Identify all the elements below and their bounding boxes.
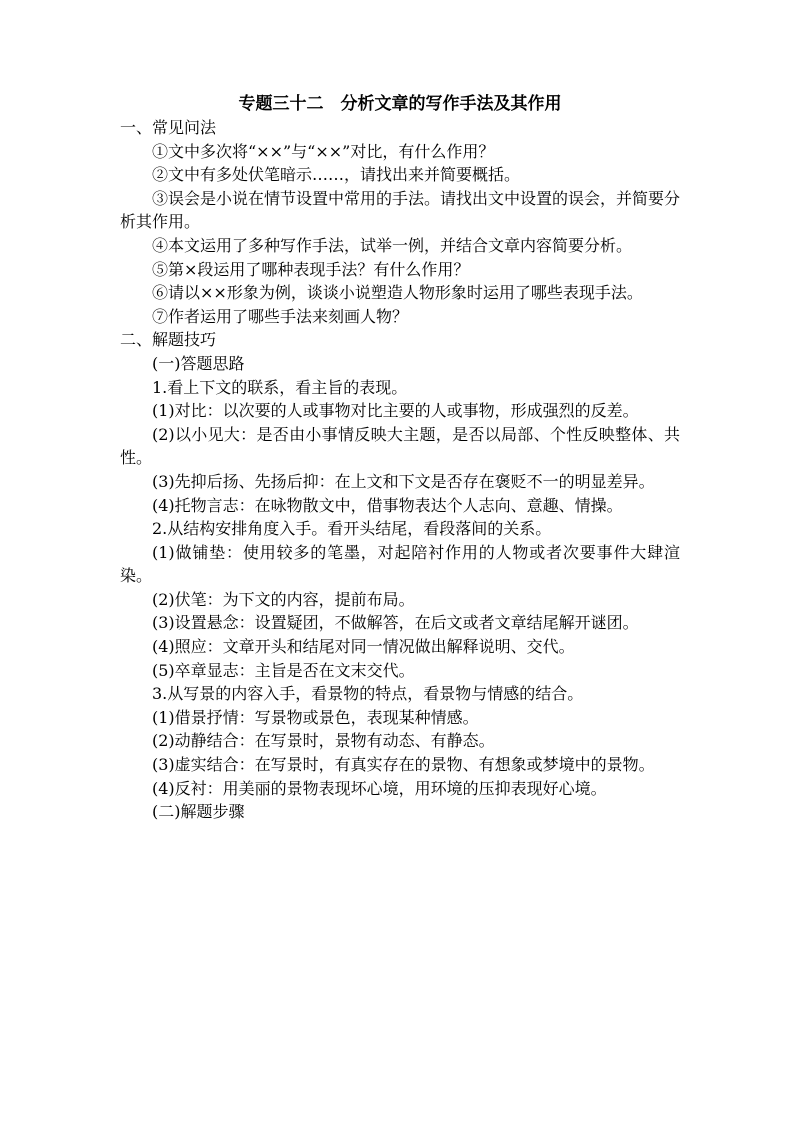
point-item: (2)以小见大：是否由小事情反映大主题，是否以局部、个性反映整体、共性。: [120, 424, 680, 468]
point-title: 2.从结构安排角度入手。看开头结尾，看段落间的关系。: [152, 519, 552, 539]
point-item: (4)托物言志：在咏物散文中，借事物表达个人志向、意趣、情操。: [152, 495, 623, 515]
question-item: ⑥请以××形象为例，谈谈小说塑造人物形象时运用了哪些表现手法。: [152, 283, 643, 303]
point-item: (4)照应：文章开头和结尾对同一情况做出解释说明、交代。: [152, 637, 575, 657]
subsection-heading: (二)解题步骤: [152, 802, 245, 822]
point-title: 1.看上下文的联系，看主旨的表现。: [152, 377, 408, 397]
point-item: (3)先抑后扬、先扬后抑：在上文和下文是否存在褒贬不一的明显差异。: [152, 471, 655, 491]
section-heading: 二、解题技巧: [120, 330, 217, 350]
subsection-heading: (一)答题思路: [152, 353, 245, 373]
question-item: ⑤第×段运用了哪种表现手法？有什么作用？: [152, 259, 470, 279]
point-item: (1)借景抒情：写景物或景色，表现某种情感。: [152, 707, 479, 727]
question-item: ②文中有多处伏笔暗示……，请找出来并简要概括。: [152, 165, 521, 185]
point-item: (4)反衬：用美丽的景物表现坏心境，用环境的压抑表现好心境。: [152, 778, 607, 798]
question-item: ④本文运用了多种写作手法，试举一例，并结合文章内容简要分析。: [152, 235, 633, 255]
point-item: (1)对比：以次要的人或事物对比主要的人或事物，形成强烈的反差。: [152, 401, 639, 421]
point-item: (3)虚实结合：在写景时，有真实存在的景物、有想象或梦境中的景物。: [152, 755, 655, 775]
point-item: (5)卒章显志：主旨是否在文末交代。: [152, 660, 415, 680]
point-item: (1)做铺垫：使用较多的笔墨，对起陪衬作用的人物或者次要事件大肆渲染。: [120, 542, 680, 586]
section-heading: 一、常见问法: [120, 118, 217, 137]
point-item: (2)伏笔：为下文的内容，提前布局。: [152, 589, 415, 609]
document-page: [120, 92, 680, 824]
question-item: ①文中多次将“××”与“××”对比，有什么作用？: [152, 141, 495, 161]
point-item: (2)动静结合：在写景时，景物有动态、有静态。: [152, 731, 495, 751]
question-item: ⑦作者运用了哪些手法来刻画人物？: [152, 306, 409, 326]
point-item: (3)设置悬念：设置疑团，不做解答，在后文或者文章结尾解开谜团。: [152, 613, 639, 633]
point-title: 3.从写景的内容入手，看景物的特点，看景物与情感的结合。: [152, 684, 584, 704]
page-title: 专题三十二 分析文章的写作手法及其作用: [238, 94, 562, 114]
question-item: ③误会是小说在情节设置中常用的手法。请找出文中设置的误会，并简要分析其作用。: [120, 188, 681, 232]
